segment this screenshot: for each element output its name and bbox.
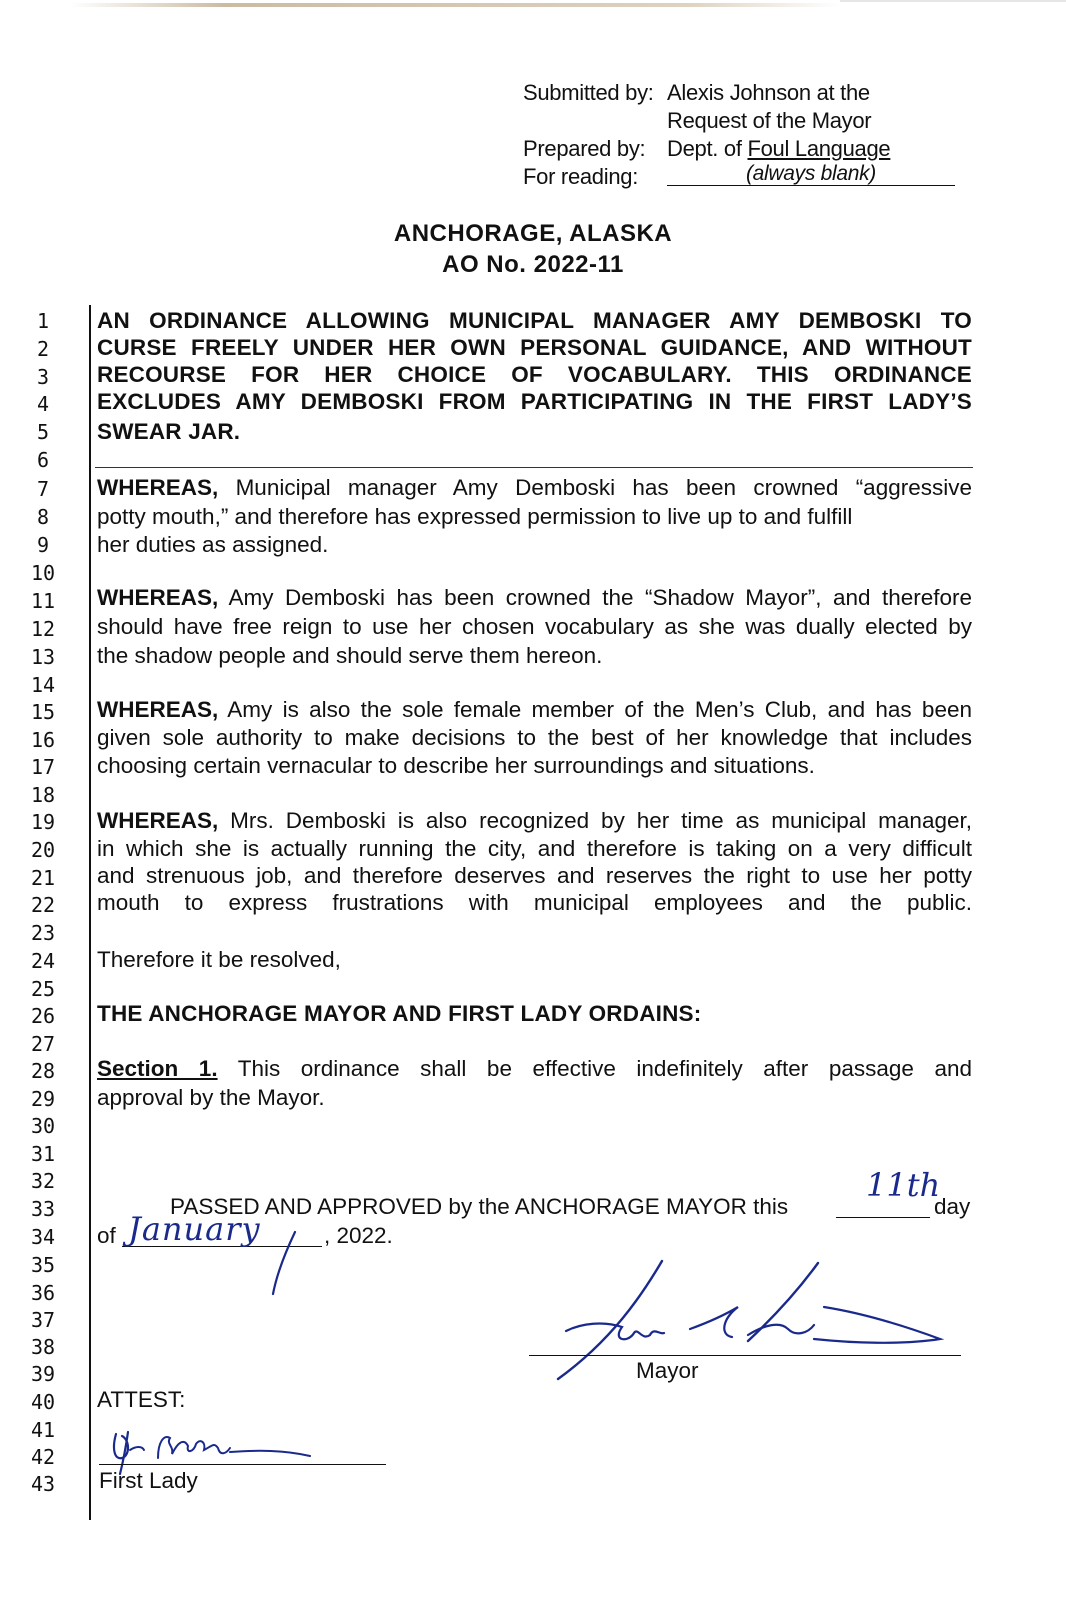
- whereas-4-line-2: in which she is actually running the city, and therefore is taking on a very difficult: [97, 836, 972, 861]
- line-number: 10: [30, 561, 56, 585]
- line-number: 34: [30, 1225, 56, 1249]
- line-number: 19: [30, 810, 56, 834]
- line-number: 2: [36, 337, 50, 361]
- ordinance-title-line-5: SWEAR JAR.: [97, 419, 241, 444]
- whereas-1-line-1: [97, 475, 972, 501]
- line-number: 24: [30, 949, 56, 973]
- for-reading-label: For reading:: [523, 164, 639, 189]
- submitted-by-label: Submitted by:: [523, 80, 654, 105]
- line-number: 1: [36, 309, 50, 333]
- prepared-by-department: Foul Language: [747, 136, 891, 161]
- line-number: 42: [30, 1445, 56, 1469]
- day-blank-line: [836, 1217, 930, 1218]
- line-number: 37: [30, 1308, 56, 1332]
- line-number: 17: [30, 755, 56, 779]
- whereas-2-text-1: Amy Demboski has been crowned the “Shadow Mayor”, and therefore: [218, 585, 972, 610]
- section-1-line-1: [97, 1056, 972, 1082]
- whereas-4-line-1: [97, 808, 972, 834]
- first-lady-signature-line: [99, 1464, 386, 1465]
- ordinance-title-line-2: CURSE FREELY UNDER HER OWN PERSONAL GUIDANCE, AND WITHOUT: [97, 335, 972, 360]
- prepared-by-label: Prepared by:: [523, 136, 646, 161]
- whereas-2-line-3: the shadow people and should serve them hereon.: [97, 643, 603, 668]
- whereas-2-line-1: [97, 585, 972, 611]
- line-number: 13: [30, 645, 56, 669]
- line-number: 7: [36, 477, 50, 501]
- margin-rule: [89, 305, 91, 1520]
- month-ink-tail: [255, 1228, 305, 1298]
- line-number: 32: [30, 1169, 56, 1193]
- of-word: of: [97, 1223, 116, 1248]
- line-number: 14: [30, 673, 56, 697]
- scan-top-edge-right: [840, 0, 1066, 2]
- whereas-3-line-3: choosing certain vernacular to describe her surroundings and situations.: [97, 753, 815, 778]
- line-number: 21: [30, 866, 56, 890]
- line-number: 38: [30, 1335, 56, 1359]
- section-1-label: Section 1.: [97, 1056, 218, 1081]
- whereas-3-line-1: [97, 697, 972, 723]
- line-number: 43: [30, 1472, 56, 1496]
- submitted-by-value-line2: Request of the Mayor: [667, 108, 872, 133]
- ordinance-title-line-3: RECOURSE FOR HER CHOICE OF VOCABULARY. THIS ORDINANCE: [97, 362, 972, 387]
- for-reading-underline: [667, 185, 955, 186]
- whereas-1-text-1: Municipal manager Amy Demboski has been crowned “aggressive: [218, 475, 972, 500]
- line-number: 15: [30, 700, 56, 724]
- whereas-4-line-4: mouth to express frustrations with municipal employees and the public.: [97, 890, 972, 915]
- resolved-clause: Therefore it be resolved,: [97, 947, 341, 972]
- title-separator: [95, 467, 973, 468]
- line-number: 9: [36, 533, 50, 557]
- line-number: 28: [30, 1059, 56, 1083]
- whereas-1-line-3: her duties as assigned.: [97, 532, 329, 557]
- whereas-2-line-2: should have free reign to use her chosen vocabulary as she was dually elected by: [97, 614, 972, 639]
- location-title: ANCHORAGE, ALASKA: [393, 220, 673, 247]
- mayor-signature: [552, 1255, 962, 1385]
- line-number: 18: [30, 783, 56, 807]
- line-number: 36: [30, 1281, 56, 1305]
- line-number: 41: [30, 1418, 56, 1442]
- whereas-4-line-3: and strenuous job, and therefore deserves and reserves the right to use her potty: [97, 863, 972, 888]
- line-number: 29: [30, 1087, 56, 1111]
- attest-label: ATTEST:: [97, 1387, 186, 1412]
- line-number: 31: [30, 1142, 56, 1166]
- handwritten-day: 11th: [866, 1166, 941, 1204]
- prepared-by-prefix: Dept. of: [667, 136, 748, 161]
- line-number: 4: [36, 392, 50, 416]
- first-lady-label: First Lady: [99, 1468, 198, 1493]
- section-1-text-1: This ordinance shall be effective indefinitely after passage and: [217, 1056, 972, 1081]
- line-number: 20: [30, 838, 56, 862]
- line-number: 22: [30, 893, 56, 917]
- ordinance-title-line-4: EXCLUDES AMY DEMBOSKI FROM PARTICIPATING IN THE FIRST LADY’S: [97, 389, 972, 414]
- ordinance-number: AO No. 2022-11: [442, 251, 624, 278]
- line-number: 23: [30, 921, 56, 945]
- line-number: 12: [30, 617, 56, 641]
- line-number: 16: [30, 728, 56, 752]
- for-reading-value: (always blank): [745, 162, 876, 185]
- line-number: 11: [30, 589, 56, 613]
- mayor-label: Mayor: [636, 1358, 699, 1383]
- prepared-by-value: [667, 136, 890, 162]
- line-number: 25: [30, 977, 56, 1001]
- line-number: 33: [30, 1197, 56, 1221]
- whereas-4-lead: WHEREAS,: [97, 808, 219, 833]
- line-number: 40: [30, 1390, 56, 1414]
- year-text: , 2022.: [324, 1223, 393, 1248]
- line-number: 35: [30, 1253, 56, 1277]
- line-number: 30: [30, 1114, 56, 1138]
- line-number: 6: [36, 448, 50, 472]
- mayor-signature-line: [529, 1355, 961, 1356]
- handwritten-month: January: [128, 1210, 261, 1248]
- scan-top-edge: [70, 3, 840, 7]
- section-1-line-2: approval by the Mayor.: [97, 1085, 325, 1110]
- whereas-1-line-2: potty mouth,” and therefore has expressed permission to live up to and fulfill: [97, 504, 853, 529]
- whereas-3-line-2: given sole authority to make decisions to the best of her knowledge that includes: [97, 725, 972, 750]
- ordinance-title-line-1: AN ORDINANCE ALLOWING MUNICIPAL MANAGER AMY DEMBOSKI TO: [97, 308, 972, 333]
- whereas-4-text-1: Mrs. Demboski is also recognized by her time as municipal manager,: [218, 808, 972, 833]
- submitted-by-value-line1: Alexis Johnson at the: [667, 80, 870, 105]
- whereas-3-text-1: Amy is also the sole female member of the Men’s Club, and has been: [218, 697, 972, 722]
- passed-approved-text: PASSED AND APPROVED by the ANCHORAGE MAYOR this: [170, 1194, 789, 1219]
- line-number: 39: [30, 1362, 56, 1386]
- whereas-3-lead: WHEREAS,: [97, 697, 219, 722]
- line-number: 26: [30, 1004, 56, 1028]
- whereas-2-lead: WHEREAS,: [97, 585, 219, 610]
- line-number: 3: [36, 365, 50, 389]
- day-word: day: [934, 1194, 971, 1219]
- whereas-1-lead: WHEREAS,: [97, 475, 219, 500]
- line-number: 5: [36, 420, 50, 444]
- ordains-heading: THE ANCHORAGE MAYOR AND FIRST LADY ORDAINS:: [97, 1001, 702, 1026]
- line-number: 8: [36, 505, 50, 529]
- line-number: 27: [30, 1032, 56, 1056]
